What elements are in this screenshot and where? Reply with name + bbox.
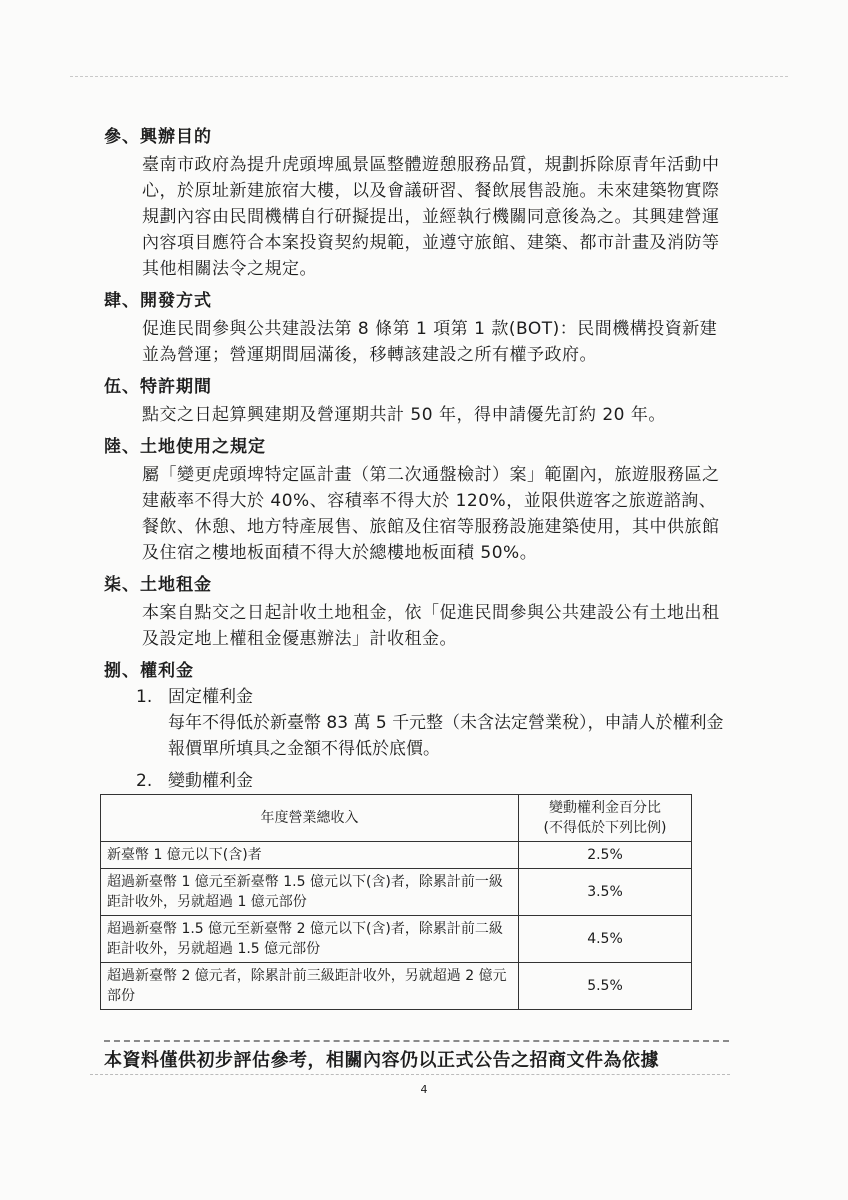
table-row: [101, 963, 692, 1010]
section-text: 本案自點交之日起計收土地租金，依「促進民間參與公共建設公有土地出租及設定地上權租金優惠辦法」計收租金。: [142, 603, 720, 649]
section-heading: 陸、土地使用之規定: [104, 437, 266, 457]
income-cell: 超過新臺幣 2 億元者，除累計前三級距計收外，另就超過 2 億元部份: [101, 963, 519, 1010]
section-land-rent: [104, 572, 744, 652]
table-header-row: [101, 795, 692, 842]
section-land-use: [104, 434, 744, 566]
rate-header-note: (不得低於下列比例): [543, 820, 667, 836]
variable-royalty-title: [136, 768, 744, 794]
disclaimer-divider: [90, 1074, 730, 1075]
section-development-method: [104, 288, 744, 368]
income-column-header: 年度營業總收入: [101, 795, 519, 842]
item-title: 固定權利金: [168, 687, 253, 707]
rate-cell: 5.5%: [519, 963, 692, 1010]
rate-cell: 4.5%: [519, 916, 692, 963]
rate-column-header: [519, 795, 692, 842]
table-row: [101, 916, 692, 963]
section-text: 臺南市政府為提升虎頭埤風景區整體遊憩服務品質，規劃拆除原青年活動中心，於原址新建旅宿大樓，以及會議研習、餐飲展售設施。未來建築物實際規劃內容由民間機構自行研擬提出，並經執行機關同意後為之。其興建營運內容項目應符合本案投資契約規範，並遵守旅館、建築、都市計畫及消防等其他相關法令之規定。: [142, 155, 720, 279]
page-edge-line: [70, 76, 788, 77]
section-heading: 捌、權利金: [104, 661, 194, 681]
fixed-royalty-title: [136, 684, 744, 710]
section-royalty: [104, 658, 744, 794]
section-text: 促進民間參與公共建設法第 8 條第 1 項第 1 款(BOT)：民間機構投資新建並為營運；營運期間屆滿後，移轉該建設之所有權予政府。: [142, 319, 718, 365]
table-row: [101, 842, 692, 869]
document-body: [104, 124, 744, 794]
table-row: [101, 869, 692, 916]
section-concession-period: [104, 374, 744, 428]
rate-cell: 2.5%: [519, 842, 692, 869]
page-number: 4: [420, 1083, 428, 1096]
item-number: 2.: [136, 771, 153, 791]
section-purpose: [104, 124, 744, 282]
variable-royalty-table: [100, 794, 692, 1010]
item-number: 1.: [136, 687, 153, 707]
item-title: 變動權利金: [168, 771, 253, 791]
section-heading: 肆、開發方式: [104, 291, 212, 311]
income-cell: 超過新臺幣 1.5 億元至新臺幣 2 億元以下(含)者，除累計前二級距計收外，另就超過 1.5 億元部份: [101, 916, 519, 963]
section-heading: 伍、特許期間: [104, 377, 212, 397]
disclaimer: 本資料僅供初步評估參考，相關內容仍以正式公告之招商文件為依據: [104, 1040, 729, 1072]
rate-header-line: 變動權利金百分比: [549, 800, 661, 816]
section-text: 屬「變更虎頭埤特定區計畫（第二次通盤檢討）案」範圍內，旅遊服務區之建蔽率不得大於 40%、容積率不得大於 120%，並限供遊客之旅遊諮詢、餐飲、休憩、地方特產展售、旅館及住宿等服務設施建築使用，其中供旅館及住宿之樓地板面積不得大於總樓地板面積 50%。: [142, 465, 720, 563]
section-text: 點交之日起算興建期及營運期共計 50 年，得申請優先訂約 20 年。: [142, 405, 666, 425]
section-heading: 柒、土地租金: [104, 575, 212, 595]
fixed-royalty-text: 每年不得低於新臺幣 83 萬 5 千元整（未含法定營業稅），申請人於權利金報價單所填具之金額不得低於底價。: [168, 713, 724, 759]
income-cell: 新臺幣 1 億元以下(含)者: [101, 842, 519, 869]
section-heading: 參、興辦目的: [104, 127, 212, 147]
rate-cell: 3.5%: [519, 869, 692, 916]
income-cell: 超過新臺幣 1 億元至新臺幣 1.5 億元以下(含)者，除累計前一級距計收外，另就超過 1 億元部份: [101, 869, 519, 916]
